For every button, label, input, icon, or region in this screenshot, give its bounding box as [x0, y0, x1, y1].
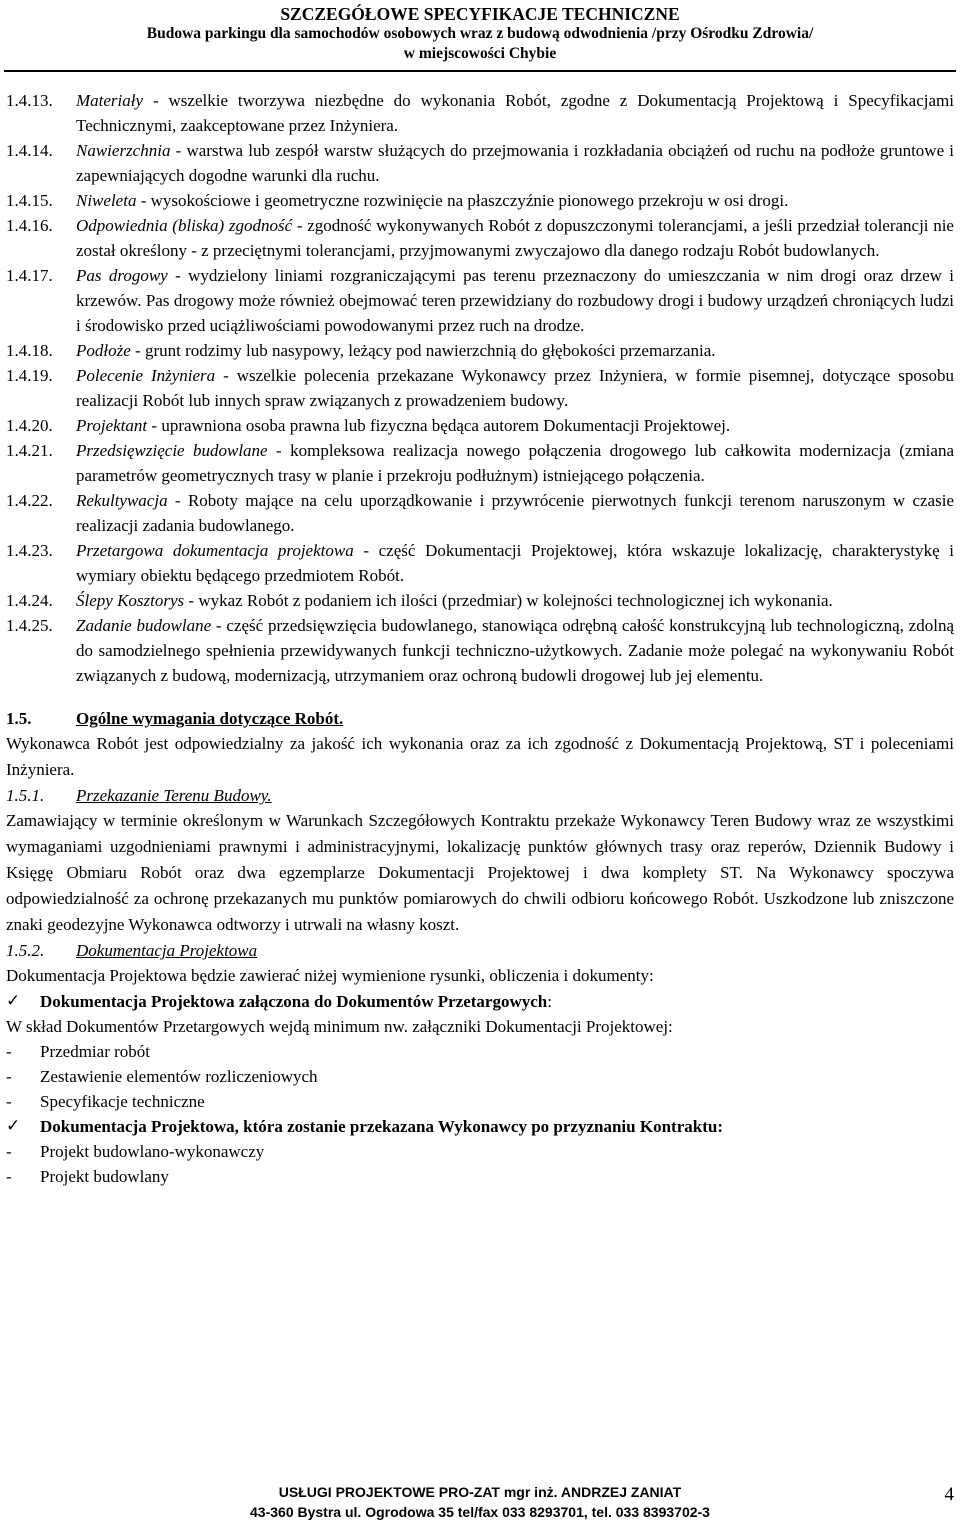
list-item [6, 1139, 954, 1164]
subsection-title: Przekazanie Terenu Budowy. [76, 786, 272, 805]
subsection-heading [6, 938, 954, 963]
footer-address: 43-360 Bystra ul. Ogrodowa 35 tel/fax 033 8293701, tel. 033 8393702-3 [250, 1504, 710, 1520]
section-heading [6, 706, 954, 731]
page-number: 4 [944, 1484, 954, 1505]
page-header [0, 4, 960, 64]
definition-text: wszelkie polecenia przekazane Wykonawcy przez Inżyniera, w formie pisemnej, dotyczące sposobu realizacji Robót lub innych spraw związanych z prowadzeniem budowy. [76, 366, 955, 410]
definition-item [6, 263, 954, 338]
definition-separator: - [143, 91, 169, 110]
definition-text: warstwa lub zespół warstw służących do przejmowania i rozkładania obciążeń od ruchu na podłoże gruntowe i zapewniających dogodne warunki dla ruchu. [76, 141, 954, 185]
dash-bullet: - [6, 1142, 12, 1161]
definition-separator: - [353, 541, 379, 560]
checklist-item [6, 989, 954, 1014]
subsection-number: 1.5.1. [6, 786, 45, 805]
list-item [6, 1164, 954, 1189]
definition-separator: - [170, 141, 187, 160]
definition-text: zgodność wykonywanych Robót z dopuszczonymi tolerancjami, a jeśli przedział tolerancji nie został określony - z przeciętnymi tolerancjami, przyjmowanymi zwyczajowo dla danego rodzaju Robót budowlanych. [76, 216, 954, 260]
definition-item [6, 88, 954, 138]
definition-term: Zadanie budowlane [76, 616, 212, 635]
definition-term: Przedsięwzięcie budowlane [76, 441, 268, 460]
definition-number: 1.4.22. [6, 491, 53, 510]
definition-separator: - [292, 216, 308, 235]
definition-item [6, 488, 954, 538]
definition-text: wysokościowe i geometryczne rozwinięcie na płaszczyźnie pionowego przekroju w osi drogi. [150, 191, 789, 210]
section-number: 1.5. [6, 709, 32, 728]
page-footer [0, 1482, 960, 1522]
definition-text: wykaz Robót z podaniem ich ilości (przedmiar) w kolejności technologicznej ich wykonania. [198, 591, 833, 610]
definition-number: 1.4.20. [6, 416, 53, 435]
attachments-list [6, 1039, 954, 1114]
definition-separator: - [267, 441, 291, 460]
definition-term: Rekultywacja [76, 491, 168, 510]
definition-term: Materiały [76, 91, 144, 110]
definition-text: Roboty mające na celu uporządkowanie i przywrócenie pierwotnych funkcji terenom naruszonym w czasie realizacji zadania budowlanego. [76, 491, 954, 535]
footer-company: USŁUGI PROJEKTOWE PRO-ZAT mgr inż. ANDRZEJ ZANIAT [278, 1484, 682, 1500]
header-project: Budowa parkingu dla samochodów osobowych wraz z budową odwodnienia /przy Ośrodku Zdrowia/ [146, 25, 814, 42]
definition-number: 1.4.24. [6, 591, 53, 610]
definition-item [6, 538, 954, 588]
header-title: SZCZEGÓŁOWE SPECYFIKACJE TECHNICZNE [280, 4, 680, 24]
definition-separator: - [167, 266, 189, 285]
subsection-heading [6, 783, 954, 808]
definition-separator: - [184, 591, 199, 610]
subsection-number: 1.5.2. [6, 941, 45, 960]
handover-list [6, 1139, 954, 1189]
definitions-list [6, 88, 954, 688]
list-item-text: Projekt budowlany [40, 1167, 169, 1186]
definition-number: 1.4.16. [6, 216, 53, 235]
checklist-item [6, 1114, 954, 1139]
definition-text: część przedsięwzięcia budowlanego, stanowiąca odrębną całość konstrukcyjną lub technologiczną, zdolną do samodzielnego spełnienia przewidywanych funkcji techniczno-użytkowych. Zadanie może polegać na wykonywaniu Robót związanych z budową, modernizacją, utrzymaniem oraz ochroną budowli drogowej lub jej elementu. [76, 616, 954, 685]
subsection-intro: Dokumentacja Projektowa będzie zawierać niżej wymienione rysunki, obliczenia i dokumenty: [6, 966, 654, 985]
definition-term: Podłoże [76, 341, 131, 360]
list-item-text: Przedmiar robót [40, 1042, 150, 1061]
definition-item [6, 213, 954, 263]
header-divider [4, 70, 956, 72]
definition-number: 1.4.13. [6, 91, 53, 110]
definition-text: wydzielony liniami rozgraniczającymi pas terenu przeznaczony do umieszczania w nim drogi oraz drzew i krzewów. Pas drogowy może również obejmować teren przewidziany do rozbudowy drogi i budowy urządzeń chroniących ludzi i środowisko przed uciążliwościami powodowanymi przez ruch na drodze. [76, 266, 954, 335]
definition-term: Nawierzchnia [76, 141, 171, 160]
header-location: w miejscowości Chybie [403, 45, 557, 62]
list-item-text: Zestawienie elementów rozliczeniowych [40, 1067, 318, 1086]
definition-text: uprawniona osoba prawna lub fizyczna będąca autorem Dokumentacji Projektowej. [161, 416, 731, 435]
definition-term: Ślepy Kosztorys [76, 591, 185, 610]
dash-bullet: - [6, 1092, 12, 1111]
definition-separator: - [167, 491, 188, 510]
list-item [6, 1089, 954, 1114]
definition-item [6, 138, 954, 188]
checklist-suffix: : [547, 992, 552, 1011]
definition-text: część Dokumentacji Projektowej, która wskazuje lokalizację, charakterystykę i wymiary obiektu będącego przedmiotem Robót. [76, 541, 954, 585]
definition-text: kompleksowa realizacja nowego połączenia drogowego lub całkowita modernizacja (zmiana parametrów geometrycznych trasy w planie i przekroju podłużnym) istniejącego połączenia. [76, 441, 954, 485]
definition-item [6, 588, 954, 613]
definition-separator: - [147, 416, 162, 435]
definition-number: 1.4.21. [6, 441, 53, 460]
dash-bullet: - [6, 1067, 12, 1086]
definition-term: Przetargowa dokumentacja projektowa [76, 541, 354, 560]
subsection-title: Dokumentacja Projektowa [76, 941, 258, 960]
definition-text: grunt rodzimy lub nasypowy, leżący pod nawierzchnią do głębokości przemarzania. [144, 341, 716, 360]
section-intro: Wykonawca Robót jest odpowiedzialny za jakość ich wykonania oraz za ich zgodność z Dokumentacją Projektową, ST i poleceniami Inżyniera. [6, 734, 954, 779]
dash-bullet: - [6, 1042, 12, 1061]
definition-text: wszelkie tworzywa niezbędne do wykonania Robót, zgodne z Dokumentacją Projektową i Specyfikacjami Technicznymi, zaakceptowane przez Inżyniera. [76, 91, 954, 135]
definition-item [6, 438, 954, 488]
definition-number: 1.4.25. [6, 616, 53, 635]
definition-separator: - [215, 366, 237, 385]
list-item [6, 1039, 954, 1064]
list-intro: W skład Dokumentów Przetargowych wejdą minimum nw. załączniki Dokumentacji Projektowej: [6, 1017, 673, 1036]
definition-term: Niweleta [76, 191, 137, 210]
dash-bullet: - [6, 1167, 12, 1186]
subsection-paragraph: Zamawiający w terminie określonym w Warunkach Szczegółowych Kontraktu przekaże Wykonawcy Teren Budowy wraz ze wszystkimi wymaganiami uzgodnieniami prawnymi i administracyjnymi, lokalizację punktów głównych trasy oraz reperów, Dziennik Budowy i Księgę Obmiaru Robót oraz dwa egzemplarze Dokumentacji Projektowej i dwa komplety ST. Na Wykonawcy spoczywa odpowiedzialność za ochronę przekazanych mu punktów pomiarowych do chwili odbioru końcowego Robót. Uszkodzone lub zniszczone znaki geodezyjne Wykonawca odtworzy i utrwali na własny koszt. [6, 811, 954, 934]
checklist-label: Dokumentacja Projektowa załączona do Dokumentów Przetargowych [40, 992, 548, 1011]
section-title: Ogólne wymagania dotyczące Robót. [76, 709, 344, 728]
definition-item [6, 188, 954, 213]
definition-number: 1.4.19. [6, 366, 53, 385]
definition-separator: - [136, 191, 151, 210]
definition-term: Projektant [76, 416, 148, 435]
definition-term: Polecenie Inżyniera [76, 366, 216, 385]
definition-separator: - [130, 341, 145, 360]
definition-number: 1.4.17. [6, 266, 53, 285]
definition-item [6, 613, 954, 688]
definition-term: Odpowiednia (bliska) zgodność [76, 216, 293, 235]
document-body [6, 88, 954, 1189]
definition-item [6, 363, 954, 413]
definition-number: 1.4.18. [6, 341, 53, 360]
checkmark-icon: ✓ [6, 991, 21, 1011]
list-item-text: Specyfikacje techniczne [40, 1092, 205, 1111]
list-item-text: Projekt budowlano-wykonawczy [40, 1142, 265, 1161]
definition-separator: - [211, 616, 227, 635]
checkmark-icon: ✓ [6, 1116, 21, 1136]
definition-item [6, 338, 954, 363]
definition-number: 1.4.23. [6, 541, 53, 560]
checklist-label: Dokumentacja Projektowa, która zostanie przekazana Wykonawcy po przyznaniu Kontraktu: [40, 1117, 723, 1136]
definition-item [6, 413, 954, 438]
definition-number: 1.4.15. [6, 191, 53, 210]
definition-number: 1.4.14. [6, 141, 53, 160]
list-item [6, 1064, 954, 1089]
definition-term: Pas drogowy [76, 266, 168, 285]
